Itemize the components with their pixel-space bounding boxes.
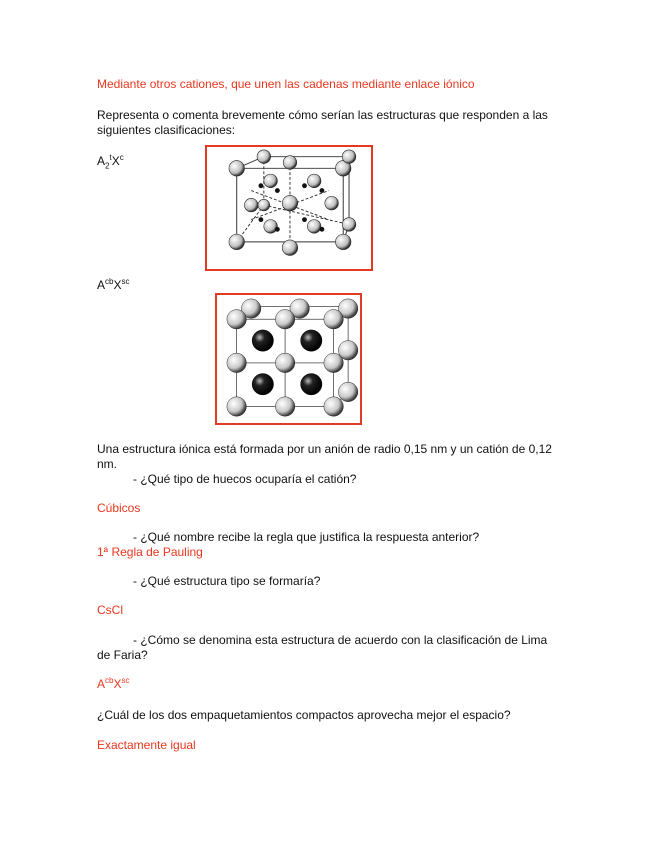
- formula-a2tXc: $A_2^tX^c$: [97, 153, 124, 171]
- answer-2: 1ª Regla de Pauling: [97, 545, 203, 559]
- question-5: ¿Cuál de los dos empaquetamientos compactos aprovecha mejor el espacio?: [97, 708, 511, 722]
- antifluorite-structure-figure: [205, 145, 373, 271]
- answer-5: Exactamente igual: [97, 738, 196, 752]
- antifluorite-structure-drawing: [207, 147, 371, 269]
- problem-statement: Una estructura iónica está formada por un anión de radio 0,15 nm y un catión de 0,12 nm.: [97, 442, 552, 471]
- question-2: - ¿Qué nombre recibe la regla que justifica la respuesta anterior?: [133, 530, 480, 544]
- section-heading: Mediante otros cationes, que unen las cadenas mediante enlace iónico: [97, 77, 475, 91]
- question-4: - ¿Cómo se denomina esta estructura de acuerdo con la clasificación de Lima de Faria?: [97, 633, 548, 662]
- formula-acbXsc: $A^{cb}X^{sc}$: [97, 277, 130, 292]
- cscl-structure-figure: [215, 293, 362, 425]
- answer-4: $A^{cb}X^{sc}$: [97, 676, 130, 691]
- intro-paragraph: Representa o comenta brevemente cómo serían las estructuras que responden a las siguientes clasificaciones:: [97, 108, 548, 137]
- cscl-structure-drawing: [217, 295, 360, 423]
- answer-1: Cúbicos: [97, 501, 141, 515]
- question-3: - ¿Qué estructura tipo se formaría?: [133, 574, 321, 588]
- question-1: - ¿Qué tipo de huecos ocuparía el catión?: [133, 472, 357, 486]
- answer-3: CsCl: [97, 603, 123, 617]
